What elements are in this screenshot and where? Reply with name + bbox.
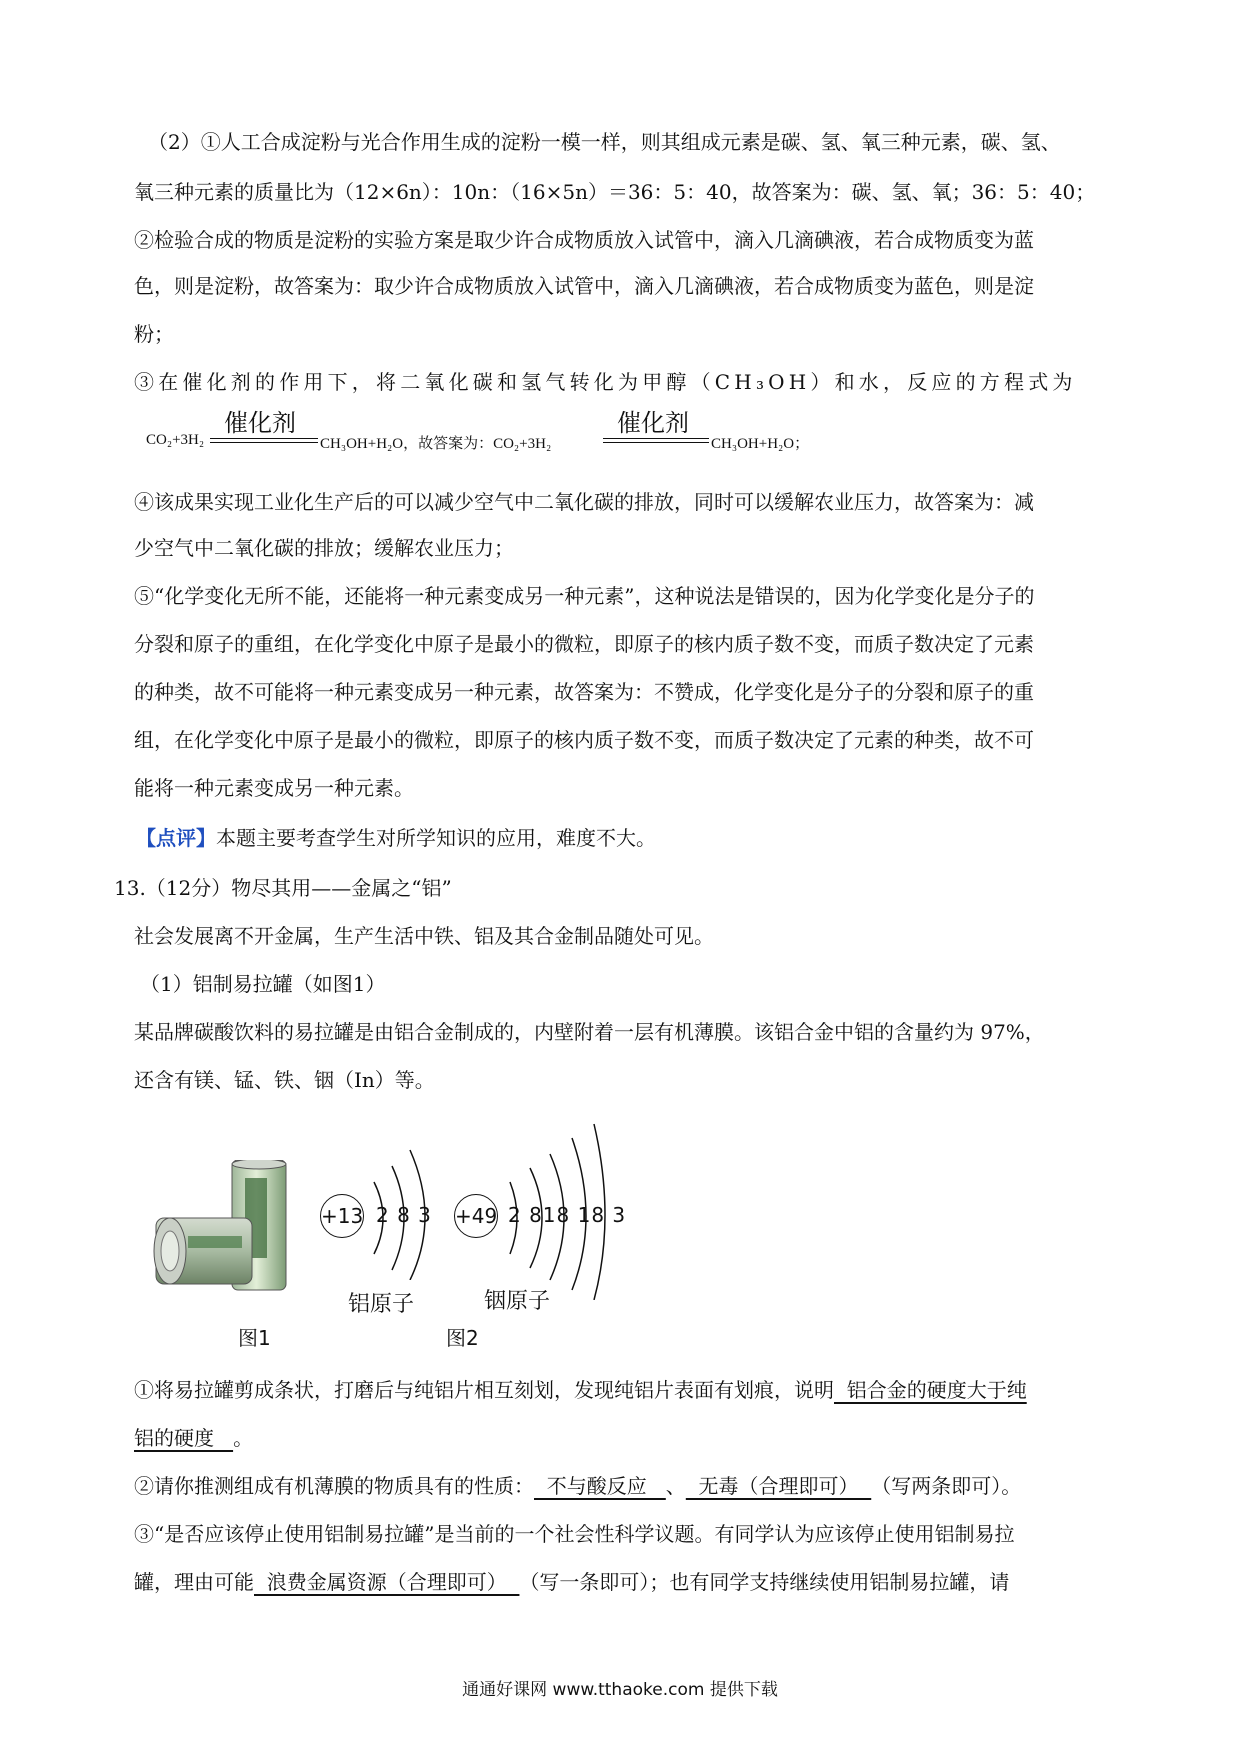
page-footer: 通通好课网 www.tthaoke.com 提供下载 bbox=[462, 1680, 778, 1700]
catalyst-label-1: 催化剂 bbox=[224, 409, 296, 437]
solution-line-13: 组，在化学变化中原子是最小的微粒，即原子的核内质子数不变，而质子数决定了元素的种类，故不可 bbox=[134, 728, 1034, 752]
solution-line-4: 色，则是淀粉，故答案为：取少许合成物质放入试管中，滴入几滴碘液，若合成物质变为蓝色，则是淀 bbox=[134, 274, 1034, 298]
solution-line-9: 少空气中二氧化碳的排放；缓解农业压力； bbox=[134, 536, 514, 560]
figure-1-cans bbox=[150, 1160, 300, 1300]
solution-line-2: 氧三种元素的质量比为（12×6n）：10n：（16×5n）＝36：5：40，故答案为：碳、氢、氧；36：5：40； bbox=[134, 180, 1096, 204]
equal-sign-2 bbox=[603, 438, 709, 443]
question-13-intro: 社会发展离不开金属，生产生活中铁、铝及其合金制品随处可见。 bbox=[134, 924, 714, 948]
review-line bbox=[136, 822, 656, 851]
catalyst-label-2: 催化剂 bbox=[617, 409, 689, 437]
q1-line-2 bbox=[134, 1422, 253, 1451]
solution-line-3: ②检验合成的物质是淀粉的实验方案是取少许合成物质放入试管中，滴入几滴碘液，若合成物质变为蓝 bbox=[134, 228, 1034, 252]
q3-line-1: ③“是否应该停止使用铝制易拉罐”是当前的一个社会性科学议题。有同学认为应该停止使用铝制易拉 bbox=[134, 1522, 1015, 1546]
q2-line bbox=[134, 1470, 1021, 1499]
eq-left-1: CO₂+3H₂ bbox=[146, 432, 205, 448]
eq-right-1: CH₃OH+H₂O，故答案为：CO₂+3H₂ bbox=[320, 436, 552, 452]
q2-answer-2: 无毒（合理即可） bbox=[685, 1474, 872, 1498]
al-nucleus: +13 bbox=[320, 1194, 364, 1238]
solution-line-8: ④该成果实现工业化生产后的可以减少空气中二氧化碳的排放，同时可以缓解农业压力，故答案为：减 bbox=[134, 490, 1034, 514]
al-shell-arcs bbox=[360, 1140, 440, 1280]
al-shells: 2 8 3 bbox=[376, 1203, 432, 1227]
question-13-desc-1: 某品牌碳酸饮料的易拉罐是由铝合金制成的，内壁附着一层有机薄膜。该铝合金中铝的含量约为 97%， bbox=[134, 1020, 1045, 1044]
q1-prefix: ①将易拉罐剪成条状，打磨后与纯铝片相互刻划，发现纯铝片表面有划痕，说明 bbox=[134, 1378, 834, 1402]
solution-line-1: （2）①人工合成淀粉与光合作用生成的淀粉一模一样，则其组成元素是碳、氢、氧三种元素，碳、氢、 bbox=[148, 130, 1061, 154]
q2-end: （写两条即可）。 bbox=[871, 1474, 1022, 1498]
solution-line-14: 能将一种元素变成另一种元素。 bbox=[134, 776, 414, 800]
q2-answer-1: 不与酸反应 bbox=[534, 1474, 666, 1498]
q2-separator: 、 bbox=[665, 1474, 686, 1498]
q1-end: 。 bbox=[233, 1426, 254, 1450]
eq-right-2: CH₃OH+H₂O； bbox=[711, 436, 810, 452]
review-tag: 【点评】 bbox=[136, 826, 216, 850]
q3-answer: 浪费金属资源（合理即可） bbox=[254, 1570, 520, 1594]
in-atom-label: 铟原子 bbox=[484, 1289, 551, 1314]
q3-prefix: 罐，理由可能 bbox=[134, 1570, 254, 1594]
in-nucleus: +49 bbox=[454, 1194, 498, 1238]
solution-line-5: 粉； bbox=[134, 322, 174, 346]
figure-2-caption: 图2 bbox=[446, 1326, 479, 1350]
in-shells: 2 818 18 3 bbox=[508, 1203, 627, 1227]
question-13-title: 13.（12分）物尽其用——金属之“铝” bbox=[114, 876, 452, 900]
q2-prefix: ②请你推测组成有机薄膜的物质具有的性质： bbox=[134, 1474, 534, 1498]
solution-line-10: ⑤“化学变化无所不能，还能将一种元素变成另一种元素”，这种说法是错误的，因为化学变化是分子的 bbox=[134, 584, 1035, 608]
question-13-sub1: （1）铝制易拉罐（如图1） bbox=[140, 972, 386, 996]
al-atom-label: 铝原子 bbox=[348, 1292, 415, 1317]
q1-line-1 bbox=[134, 1374, 1027, 1403]
solution-line-6: ③在催化剂的作用下，将二氧化碳和氢气转化为甲醇（CH₃OH）和水，反应的方程式为 bbox=[134, 370, 1077, 394]
equal-sign-1 bbox=[210, 438, 318, 443]
review-text: 本题主要考查学生对所学知识的应用，难度不大。 bbox=[216, 826, 656, 850]
q1-answer-b: 铝的硬度 bbox=[134, 1426, 234, 1450]
figure-1-caption: 图1 bbox=[238, 1326, 271, 1350]
question-13-desc-2: 还含有镁、锰、铁、铟（In）等。 bbox=[134, 1068, 435, 1092]
solution-line-11: 分裂和原子的重组，在化学变化中原子是最小的微粒，即原子的核内质子数不变，而质子数决定了元素 bbox=[134, 632, 1034, 656]
in-shell-arcs bbox=[496, 1110, 616, 1300]
q3-end: （写一条即可）；也有同学支持继续使用铝制易拉罐，请 bbox=[519, 1570, 1010, 1594]
q1-answer-a: 铝合金的硬度大于纯 bbox=[834, 1378, 1027, 1402]
solution-line-12: 的种类，故不可能将一种元素变成另一种元素，故答案为：不赞成，化学变化是分子的分裂和原子的重 bbox=[134, 680, 1034, 704]
q3-line-2 bbox=[134, 1566, 1009, 1595]
